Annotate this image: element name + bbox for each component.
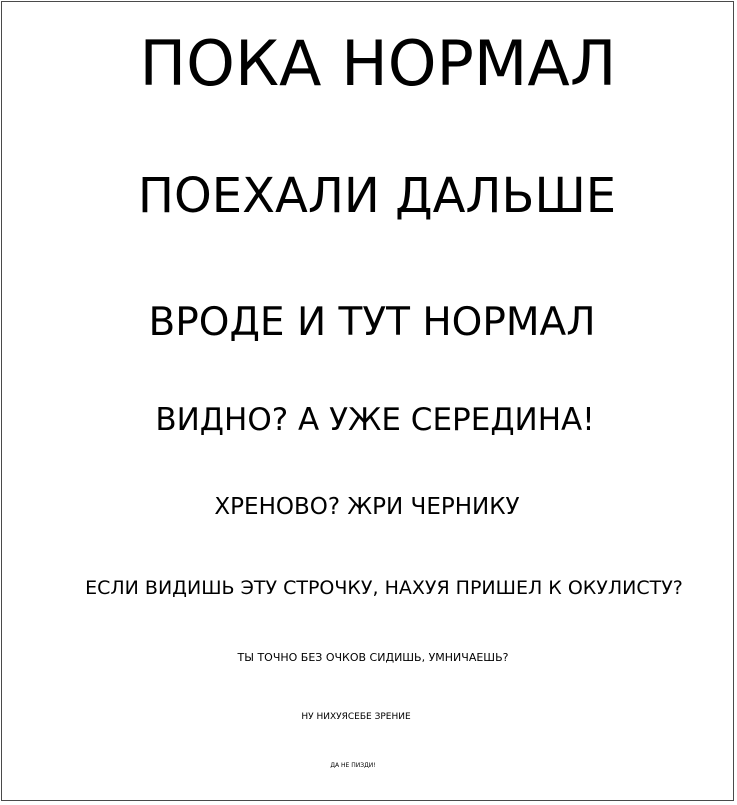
chart-line-9: ДА НЕ ПИЗДИ! (330, 762, 376, 769)
chart-line-8: НУ НИХУЯСЕБЕ ЗРЕНИЕ (301, 712, 411, 722)
chart-line-4: ВИДНО? А УЖЕ СЕРЕДИНА! (155, 402, 595, 438)
chart-line-6: ЕСЛИ ВИДИШЬ ЭТУ СТРОЧКУ, НАХУЯ ПРИШЕЛ К ОКУЛИСТУ? (85, 577, 683, 599)
chart-line-1: ПОКА НОРМАЛ (139, 27, 617, 100)
chart-line-7: ТЫ ТОЧНО БЕЗ ОЧКОВ СИДИШЬ, УМНИЧАЕШЬ? (237, 651, 509, 664)
chart-line-2: ПОЕХАЛИ ДАЛЬШЕ (137, 168, 617, 224)
eye-chart-page (1, 1, 734, 801)
chart-line-5: ХРЕНОВО? ЖРИ ЧЕРНИКУ (214, 494, 520, 520)
chart-line-3: ВРОДЕ И ТУТ НОРМАЛ (148, 300, 596, 345)
